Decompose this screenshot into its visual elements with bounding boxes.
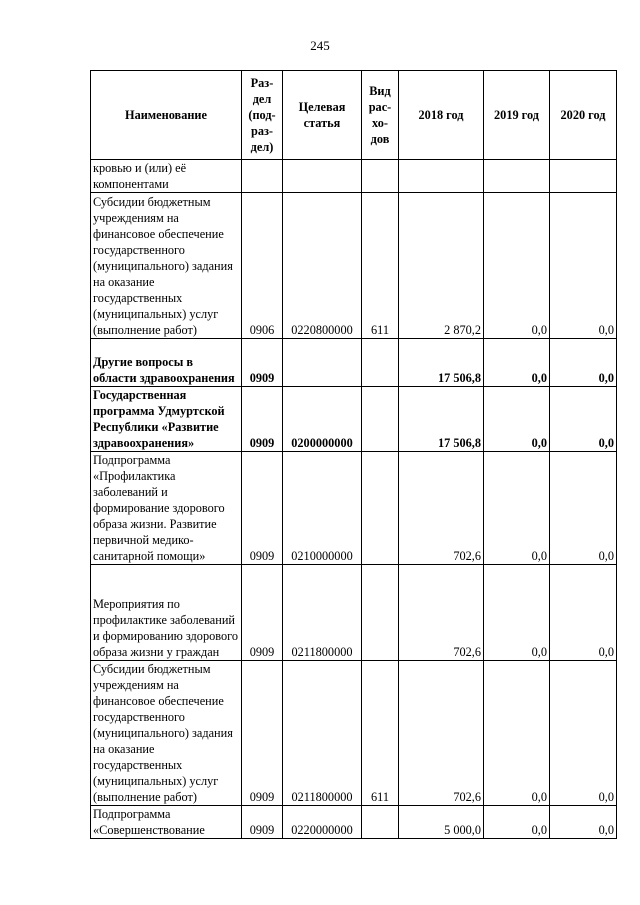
row-2018 bbox=[399, 160, 484, 193]
row-expense bbox=[362, 387, 399, 452]
table-row bbox=[91, 661, 617, 806]
row-2018: 702,6 bbox=[399, 565, 484, 661]
row-2020 bbox=[550, 160, 617, 193]
row-2019 bbox=[484, 160, 550, 193]
row-name: Субсидии бюджетным учреждениям на финансовое обеспечение государственного (муниципального) задания на оказание государственных (муниципальных) услуг (выполнение работ) bbox=[91, 193, 242, 339]
row-target: 0210000000 bbox=[283, 452, 362, 565]
row-section: 0909 bbox=[242, 565, 283, 661]
table-header-row bbox=[91, 71, 617, 160]
row-expense: 611 bbox=[362, 193, 399, 339]
row-expense bbox=[362, 806, 399, 839]
row-2019: 0,0 bbox=[484, 661, 550, 806]
row-target bbox=[283, 339, 362, 387]
row-name: кровью и (или) её компонентами bbox=[91, 160, 242, 193]
table-row bbox=[91, 565, 617, 661]
row-section bbox=[242, 160, 283, 193]
row-section: 0909 bbox=[242, 661, 283, 806]
page-number: 245 bbox=[310, 38, 330, 53]
row-section: 0909 bbox=[242, 452, 283, 565]
row-2018: 17 506,8 bbox=[399, 339, 484, 387]
row-2018: 702,6 bbox=[399, 661, 484, 806]
row-2019: 0,0 bbox=[484, 565, 550, 661]
row-name: Подпрограмма «Профилактика заболеваний и формирование здорового образа жизни. Развитие первичной медико-санитарной помощи» bbox=[91, 452, 242, 565]
header-2018: 2018 год bbox=[399, 71, 484, 160]
row-expense bbox=[362, 339, 399, 387]
table-row bbox=[91, 806, 617, 839]
row-expense bbox=[362, 452, 399, 565]
row-section: 0906 bbox=[242, 193, 283, 339]
row-2020: 0,0 bbox=[550, 339, 617, 387]
row-target: 0220800000 bbox=[283, 193, 362, 339]
row-2019: 0,0 bbox=[484, 452, 550, 565]
row-section: 0909 bbox=[242, 387, 283, 452]
row-section: 0909 bbox=[242, 339, 283, 387]
table-row bbox=[91, 452, 617, 565]
row-2018: 5 000,0 bbox=[399, 806, 484, 839]
row-name: Субсидии бюджетным учреждениям на финансовое обеспечение государственного (муниципального) задания на оказание государственных (муниципальных) услуг (выполнение работ) bbox=[91, 661, 242, 806]
row-2020: 0,0 bbox=[550, 452, 617, 565]
table-row bbox=[91, 160, 617, 193]
header-2020: 2020 год bbox=[550, 71, 617, 160]
row-name: Подпрограмма «Совершенствование bbox=[91, 806, 242, 839]
row-2019: 0,0 bbox=[484, 806, 550, 839]
row-name: Мероприятия по профилактике заболеваний и формированию здорового образа жизни у граждан bbox=[91, 565, 242, 661]
row-2020: 0,0 bbox=[550, 565, 617, 661]
row-2019: 0,0 bbox=[484, 339, 550, 387]
row-expense bbox=[362, 565, 399, 661]
row-section: 0909 bbox=[242, 806, 283, 839]
row-2018: 702,6 bbox=[399, 452, 484, 565]
row-2019: 0,0 bbox=[484, 387, 550, 452]
row-expense: 611 bbox=[362, 661, 399, 806]
table-row bbox=[91, 387, 617, 452]
row-name: Другие вопросы в области здравоохранения bbox=[91, 339, 242, 387]
header-2019: 2019 год bbox=[484, 71, 550, 160]
budget-table bbox=[90, 70, 617, 839]
row-2018: 2 870,2 bbox=[399, 193, 484, 339]
header-name: Наименование bbox=[91, 71, 242, 160]
table-body bbox=[91, 160, 617, 839]
row-2020: 0,0 bbox=[550, 661, 617, 806]
row-2020: 0,0 bbox=[550, 806, 617, 839]
row-2020: 0,0 bbox=[550, 387, 617, 452]
row-target: 0211800000 bbox=[283, 565, 362, 661]
table-row bbox=[91, 339, 617, 387]
header-expense: Вид рас- хо- дов bbox=[362, 71, 399, 160]
row-target: 0220000000 bbox=[283, 806, 362, 839]
header-target: Целевая статья bbox=[283, 71, 362, 160]
row-target: 0200000000 bbox=[283, 387, 362, 452]
row-2019: 0,0 bbox=[484, 193, 550, 339]
row-name: Государственная программа Удмуртской Республики «Развитие здравоохранения» bbox=[91, 387, 242, 452]
row-expense bbox=[362, 160, 399, 193]
row-target: 0211800000 bbox=[283, 661, 362, 806]
row-2018: 17 506,8 bbox=[399, 387, 484, 452]
row-2020: 0,0 bbox=[550, 193, 617, 339]
header-section: Раз- дел (под- раз- дел) bbox=[242, 71, 283, 160]
table-row bbox=[91, 193, 617, 339]
row-target bbox=[283, 160, 362, 193]
